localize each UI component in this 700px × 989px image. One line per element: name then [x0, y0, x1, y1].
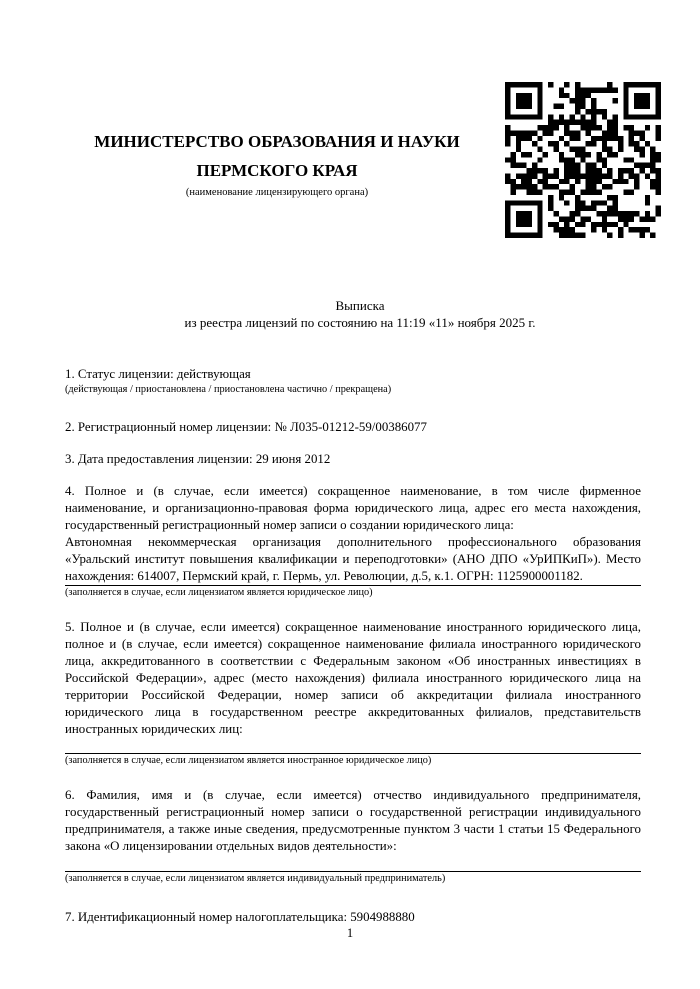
item-2-registration-number: [65, 419, 641, 436]
ministry-header: [64, 127, 490, 200]
qr-code: [505, 82, 661, 238]
item-2-text: 2. Регистрационный номер лицензии: № Л035-01212-59/00386077: [65, 420, 427, 434]
document-title: Выписка: [335, 298, 385, 313]
item-5-caption: (заполняется в случае, если лицензиатом является иностранное юридическое лицо): [65, 755, 432, 766]
licensing-org-caption: (наименование лицензирующего органа): [185, 187, 369, 198]
extract-date-line: из реестра лицензий по состоянию на 11:19 «11» ноября 2025 г.: [184, 315, 536, 330]
item-4-caption: (заполняется в случае, если лицензиатом является юридическое лицо): [65, 587, 373, 598]
item-4-legal-entity: [65, 483, 641, 600]
item-1-license-status: [65, 366, 641, 397]
item-3-text: 3. Дата предоставления лицензии: 29 июня 2012: [65, 452, 331, 466]
item-5-text: 5. Полное и (в случае, если имеется) сокращенное наименование иностранного юридического лица, полное и (в случае, если имеется) сокращенное наименование филиала иностранного юридического лица, аккредитованного в соответствии с Федеральным законом «Об иностранных инвестициях в Российской Федерации», адрес (место нахождения) филиала иностранного юридического лица на территории Российской Федерации, номер записи об аккредитации филиала иностранного юридического лица в государственном реестре аккредитованных филиалов, представительств иностранных юридических лиц:: [65, 620, 641, 736]
ministry-name-line1: МИНИСТЕРСТВО ОБРАЗОВАНИЯ И НАУКИ: [94, 132, 460, 151]
item-4-answer: Автономная некоммерческая организация дополнительного профессионального образования «Уральский институт повышения квалификации и переподготовки» (АНО ДПО «УрИПКиП»). Место нахождения: 614007, Пермский край, г. Пермь, ул. Революции, д.5, к.1. ОГРН: 1125900001182.: [65, 535, 641, 583]
document-title-block: [65, 297, 655, 331]
item-1-caption: (действующая / приостановлена / приостановлена частично / прекращена): [65, 384, 392, 395]
item-5-foreign-entity: [65, 619, 641, 768]
page-number: 1: [346, 926, 354, 940]
item-4-text: 4. Полное и (в случае, если имеется) сокращенное наименование, в том числе фирменное наименование, и организационно-правовая форма юридического лица, адрес его места нахождения, государственный регистрационный номер записи о создании юридического лица:: [65, 484, 641, 532]
items-list: [65, 366, 641, 926]
item-7-taxpayer-number: [65, 909, 641, 926]
item-1-text: 1. Статус лицензии: действующая: [65, 367, 251, 381]
item-6-text: 6. Фамилия, имя и (в случае, если имеется) отчество индивидуального предпринимателя, государственный регистрационный номер записи о государственной регистрации индивидуального предпринимателя, а также иные сведения, предусмотренные пунктом 3 части 1 статьи 15 Федерального закона «О лицензировании отдельных видов деятельности»:: [65, 788, 641, 853]
item-7-text: 7. Идентификационный номер налогоплательщика: 5904988880: [65, 910, 415, 924]
item-6-caption: (заполняется в случае, если лицензиатом является индивидуальный предприниматель): [65, 873, 446, 884]
ministry-name-line2: ПЕРМСКОГО КРАЯ: [196, 161, 358, 180]
item-3-license-date: [65, 451, 641, 468]
item-6-individual-entrepreneur: [65, 787, 641, 886]
